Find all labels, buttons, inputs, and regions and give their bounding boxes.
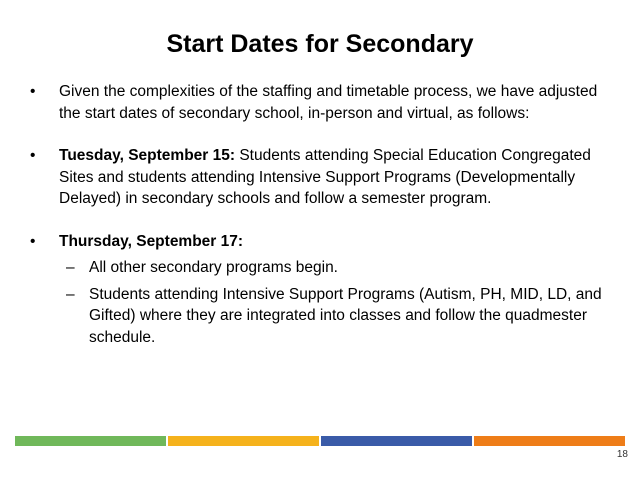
footer-segment-orange	[474, 436, 625, 446]
bullet-marker: •	[30, 147, 36, 164]
slide-title: Start Dates for Secondary	[166, 30, 474, 58]
bullet-text: Given the complexities of the staffing and timetable process, we have adjusted the start dates of secondary school, in-person and virtual, as follows:	[59, 83, 598, 122]
bullet-item	[30, 231, 620, 253]
bullet-lead: Tuesday, September 15:	[59, 147, 236, 164]
dash-marker: –	[66, 259, 75, 276]
sub-bullet-item	[30, 257, 620, 279]
footer-segment-blue	[321, 436, 472, 446]
bullet-marker: •	[30, 232, 36, 250]
footer-color-bar	[15, 436, 625, 446]
dash-marker: –	[66, 285, 75, 303]
bullet-marker: •	[30, 83, 36, 100]
sub-bullet-item	[30, 284, 620, 349]
slide-content	[30, 81, 620, 348]
sub-bullet-text: All other secondary programs begin.	[89, 259, 338, 276]
bullet-text: Students attending Special Education Congregated Sites and students attending Intensive Support Programs (Developmentally Delayed) in secondary schools and follow a semester program.	[59, 147, 591, 207]
footer-segment-green	[15, 436, 166, 446]
sub-bullet-text: Students attending Intensive Support Programs (Autism, PH, MID, LD, and Gifted) where they are integrated into classes and follow the quadmester schedule.	[89, 285, 602, 346]
footer-segment-yellow	[168, 436, 319, 446]
bullet-lead: Thursday, September 17:	[59, 232, 244, 250]
bullet-item	[30, 145, 620, 210]
bullet-item	[30, 81, 620, 124]
page-number: 18	[616, 449, 628, 460]
